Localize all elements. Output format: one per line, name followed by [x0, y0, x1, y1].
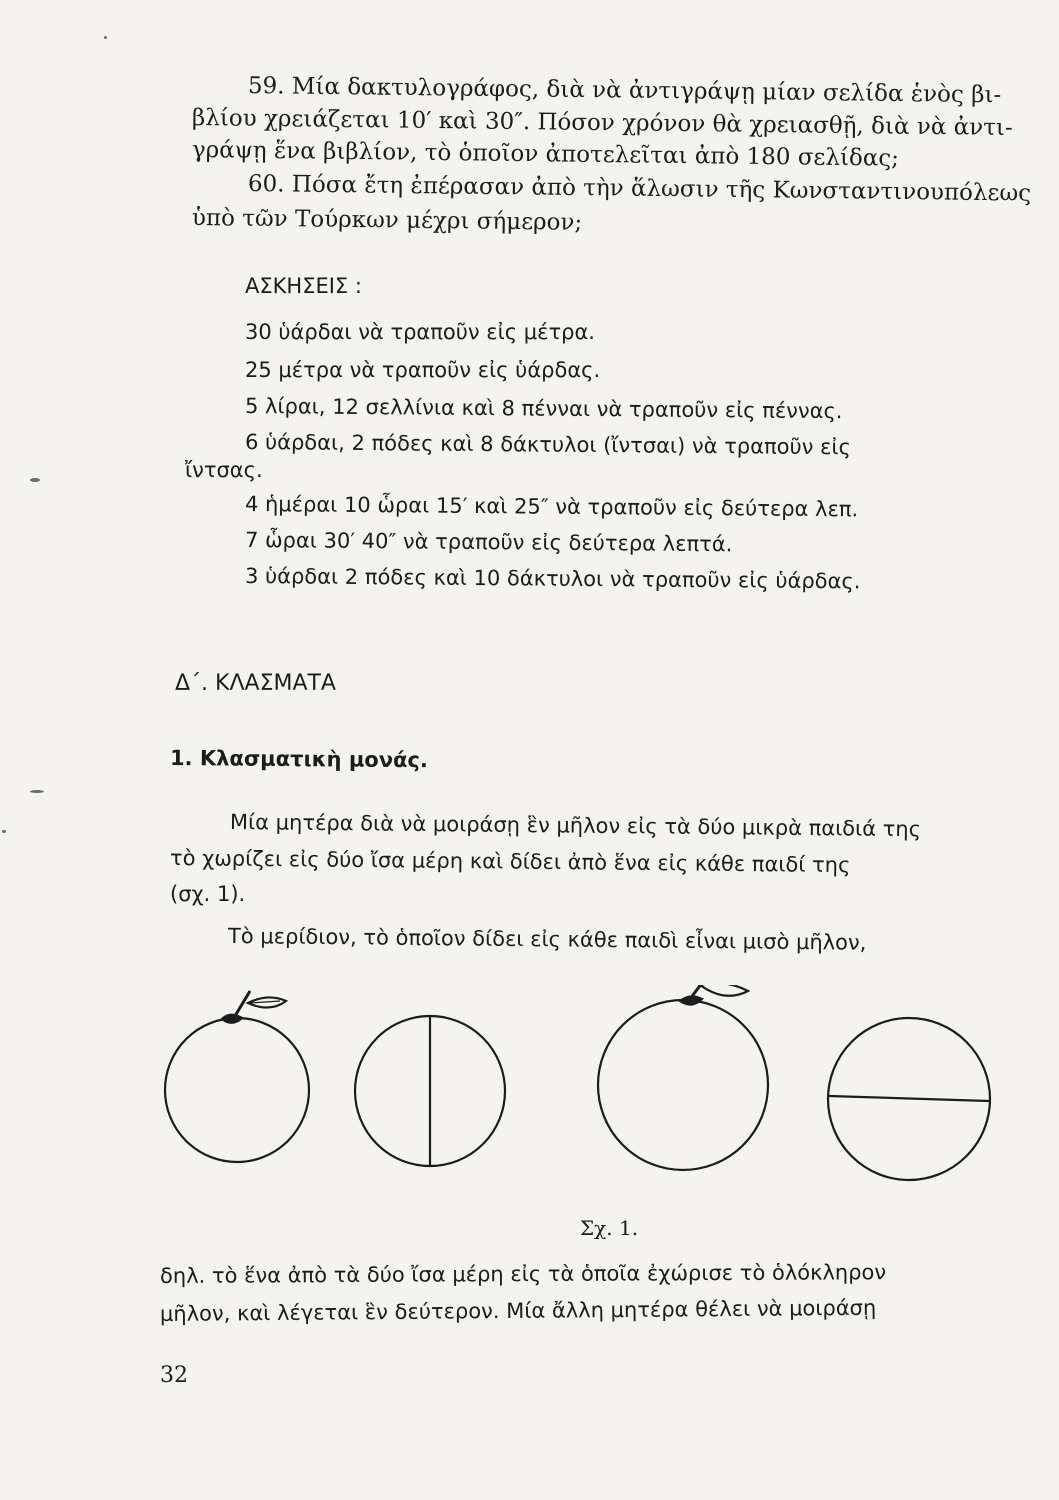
apple-split-vertical	[355, 1016, 505, 1166]
figure-caption: Σχ. 1.	[580, 1216, 639, 1240]
scan-speck	[2, 830, 6, 833]
apple-halves-figure	[150, 985, 1030, 1195]
exercise-item: 30 ὑάρδαι νὰ τραποῦν εἰς μέτρα.	[245, 320, 595, 344]
scan-speck	[104, 36, 107, 39]
whole-apple-2	[598, 985, 768, 1170]
problem-59-number: 59.	[247, 73, 285, 100]
apple-halves-diagram	[150, 985, 1030, 1195]
paragraph-3-line-2: μῆλον, καὶ λέγεται ἓν δεύτερον. Μία ἄλλη μητέρα θέλει νὰ μοιράσῃ	[159, 1295, 877, 1326]
problem-59-line-1	[248, 72, 1030, 110]
exercise-item: 25 μέτρα νὰ τραποῦν εἰς ὑάρδας.	[245, 358, 601, 382]
paragraph-1-line-2: τὸ χωρίζει εἰς δύο ἴσα μέρη καὶ δίδει ἀπὸ ἕνα εἰς κάθε παιδί της	[169, 846, 851, 878]
page-number: 32	[160, 1363, 188, 1388]
exercise-item: 5 λίραι, 12 σελλίνια καὶ 8 πένναι νὰ τραποῦν εἰς πέννας.	[244, 394, 843, 424]
problem-60-line-1	[248, 170, 1031, 208]
problem-60-number: 60.	[247, 171, 285, 198]
exercise-item: 3 ὑάρδαι 2 πόδες καὶ 10 δάκτυλοι νὰ τραποῦν εἰς ὑάρδας.	[244, 564, 861, 594]
paragraph-1-line-1: Μία μητέρα διὰ νὰ μοιράσῃ ἓν μῆλον εἰς τὰ δύο μικρὰ παιδιά της	[229, 810, 922, 842]
scan-speck	[30, 790, 44, 793]
problem-59-line-2: βλίου χρειάζεται 10′ καὶ 30″. Πόσον χρόνον θὰ χρειασθῇ, διὰ νὰ ἀντι-	[191, 105, 1013, 142]
problem-59-line-3: γράψῃ ἕνα βιβλίον, τὸ ὁποῖον ἀποτελεῖται ἀπὸ 180 σελίδας;	[191, 137, 900, 172]
problem-59-text: Μία δακτυλογράφος, διὰ νὰ ἀντιγράψῃ μίαν σελίδα ἑνὸς βι-	[291, 73, 1002, 109]
exercise-item: 4 ἡμέραι 10 ὧραι 15′ καὶ 25″ νὰ τραποῦν εἰς δεύτερα λεπ.	[244, 492, 859, 522]
scan-speck	[30, 478, 40, 482]
section-subheading: 1. Κλασματικὴ μονάς.	[169, 746, 429, 773]
paragraph-3-line-1: δηλ. τὸ ἕνα ἀπὸ τὰ δύο ἴσα μέρη εἰς τὰ ὁποῖα ἐχώρισε τὸ ὁλόκληρον	[159, 1260, 887, 1288]
apple-split-horizontal	[828, 1018, 990, 1180]
problem-60-text: Πόσα ἔτη ἐπέρασαν ἀπὸ τὴν ἅλωσιν τῆς Κωνσταντινουπόλεως	[291, 171, 1032, 207]
exercises-heading: ΑΣΚΗΣΕΙΣ :	[245, 274, 362, 298]
paragraph-1-line-3: (σχ. 1).	[170, 882, 246, 906]
problem-60-line-2: ὑπὸ τῶν Τούρκων μέχρι σήμερον;	[191, 205, 583, 236]
paragraph-2: Τὸ μερίδιον, τὸ ὁποῖον δίδει εἰς κάθε παιδὶ εἶναι μισὸ μῆλον,	[227, 924, 867, 955]
exercise-item-continuation: ἴντσας.	[185, 458, 263, 482]
whole-apple-1	[165, 991, 309, 1162]
section-heading: Δ΄. ΚΛΑΣΜΑΤΑ	[175, 671, 336, 696]
exercise-item: 7 ὧραι 30′ 40″ νὰ τραποῦν εἰς δεύτερα λεπτά.	[244, 528, 733, 557]
exercise-item: 6 ὑάρδαι, 2 πόδες καὶ 8 δάκτυλοι (ἴντσαι) νὰ τραποῦν εἰς	[244, 430, 851, 460]
